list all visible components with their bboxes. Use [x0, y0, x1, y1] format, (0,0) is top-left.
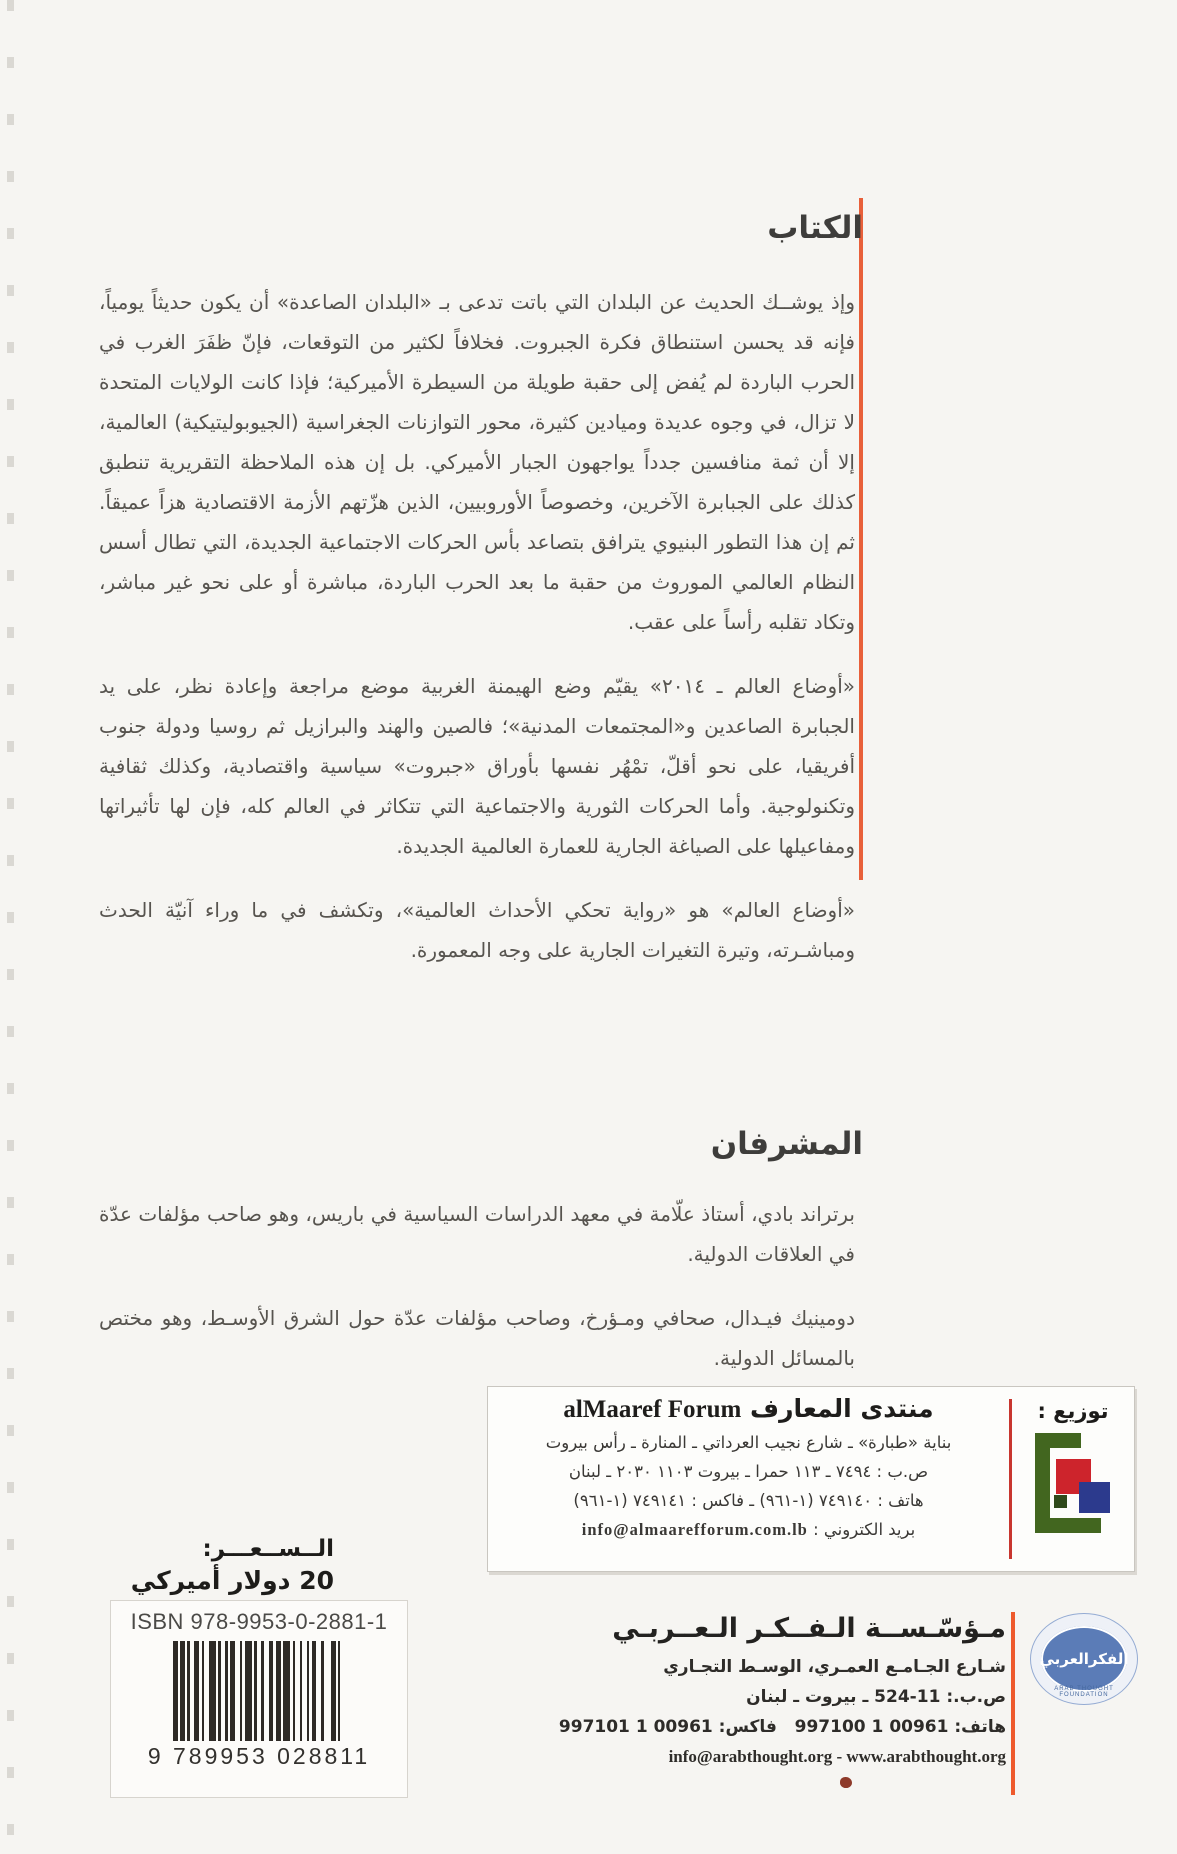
logo-green-bar-bottom: [1035, 1518, 1101, 1533]
book-paragraph: وإذ يوشــك الحديث عن البلدان التي باتت تدعى بـ «البلدان الصاعدة» أن يكون حديثاً يومياً، فإنه قد يحسن استنطاق فكرة الجبروت. فخلافاً لكثير من التوقعات، فإنّ ظفَرَ الغرب في الحرب الباردة لم يُفض إلى حقبة طويلة من السيطرة الأميركية؛ فإذا كانت الولايات المتحدة لا تزال، في وجوه عديدة وميادين كثيرة، محور التوازنات الجغراسية (الجيوبوليتيكية) العالمية، إلا أن ثمة منافسين جدداً يواجهون الجبار الأميركي. بل إن هذه الملاحظة التقريرية تنطبق كذلك على الجبابرة الآخرين، وخصوصاً الأوروبيين، الذين هزّتهم الأزمة الاقتصادية هزاً عميقاً. ثم إن هذا التطور البنيوي يترافق بتصاعد بأس الحركات الاجتماعية الجديدة، التي تطال أسس النظام العالمي الموروث من حقبة ما بعد الحرب الباردة، مباشرة أو على نحو غير مباشر، وتكاد تقلبه رأساً على عقب.: [99, 290, 855, 634]
distribution-label: توزيع :: [1037, 1399, 1109, 1423]
stamp-arabic-text: الفكرالعربي: [1041, 1626, 1127, 1692]
publisher-phone-line: هاتف: 00961 1 997100 فاكس: 00961 1 997101: [558, 1717, 1006, 1737]
price-value: 20 دولار أميركي: [130, 1566, 334, 1595]
distribution-column: [1012, 1387, 1134, 1571]
distributor-email-line: [496, 1515, 1001, 1544]
isbn-box: [110, 1600, 408, 1798]
price-block: [112, 1536, 334, 1595]
book-paragraph: «أوضاع العالم» هو «رواية تحكي الأحداث العالمية»، وتكشف في ما وراء آنيّة الحدث ومباشـرته، وتيرة التغيرات الجارية على وجه المعمورة.: [99, 898, 855, 962]
isbn-text: ISBN 978-9953-0-2881-1: [130, 1609, 388, 1634]
supervisor-paragraph: برتراند بادي، أستاذ علّامة في معهد الدراسات السياسية في باريس، وهو صاحب مؤلفات عدّة في العلاقات الدولية.: [99, 1202, 855, 1266]
supervisor-paragraph: دومينيك فيـدال، صحافي ومـؤرخ، وصاحب مؤلفات عدّة حول الشرق الأوسـط، وهو مختص بالمسائل الدولية.: [99, 1306, 855, 1370]
distributor-box: [487, 1386, 1135, 1572]
distributor-name-arabic: منتدى المعارف: [750, 1394, 934, 1423]
publisher-address-line1: شـارع الجـامـع العمـري، الوسـط التجـاري: [663, 1657, 1006, 1677]
logo-green-bar-top: [1035, 1433, 1081, 1448]
barcode-digits: 9 789953 028811: [147, 1743, 371, 1769]
accent-line-book: [859, 198, 863, 880]
book-paragraph: «أوضاع العالم ـ ٢٠١٤» يقيّم وضع الهيمنة الغربية موضع مراجعة وإعادة نظر، على يد الجبابرة الصاعدين و«المجتمعات المدنية»؛ فالصين والهند والبرازيل ثم روسيا ودولة جنوب أفريقيا، على نحو أقلّ، تمْهُر نفسها بأوراق «جبروت» سياسية واقتصادية، وكذلك ثقافية وتكنولوجية. وأما الحركات الثورية والاجتماعية التي تتكاثر في العالم كله، فإن لها تأثيراتها ومفاعيلها على الصياغة الجارية للعمارة العالمية الجديدة.: [99, 674, 855, 858]
publisher-block: [484, 1613, 1006, 1772]
distributor-contact: [488, 1387, 1009, 1571]
price-label: الــســعـــر:: [202, 1536, 334, 1562]
publisher-address-line2: ص.ب.: 11-524 ـ بيروت ـ لبنان: [746, 1687, 1006, 1707]
distributor-name-latin: alMaaref Forum: [563, 1396, 742, 1423]
distributor-address-line2: ص.ب : ٧٤٩٤ ـ ١١٣ حمرا ـ بيروت ١١٠٣ ٢٠٣٠ ـ لبنان: [568, 1462, 929, 1481]
distributor-address-line1: بناية «طبارة» ـ شارع نجيب العرداتي ـ المنارة ـ رأس بيروت: [545, 1433, 952, 1452]
publisher-name: مـؤسّـســة الـفــكـر الـعــربـي: [612, 1613, 1006, 1644]
supervisors-text: [99, 1194, 855, 1402]
page-edge-marks: [7, 0, 14, 1854]
publisher-web-line: info@arabthought.org - www.arabthought.org: [668, 1747, 1006, 1766]
publisher-stamp: [1030, 1613, 1138, 1705]
distributor-name: [496, 1394, 1001, 1424]
distributor-phone-line: هاتف : ٧٤٩١٤٠ (١-٩٦١) ـ فاكس : ٧٤٩١٤١ (١-٩٦١): [573, 1491, 924, 1510]
distributor-email: info@almaarefforum.com.lb: [581, 1520, 808, 1539]
book-section-heading: الكتاب: [767, 210, 863, 246]
supervisors-heading: المشرفان: [710, 1126, 863, 1162]
ink-speck: [840, 1777, 852, 1788]
barcode: [173, 1641, 345, 1741]
accent-line-publisher: [1011, 1612, 1015, 1795]
logo-small-square: [1054, 1495, 1067, 1508]
almaaref-logo-icon: [1035, 1433, 1111, 1533]
distributor-email-label: بريد الكتروني :: [807, 1520, 916, 1539]
stamp-ring-text: ARAB THOUGHT FOUNDATION: [1054, 1686, 1114, 1698]
logo-blue-square: [1079, 1482, 1110, 1513]
book-section-text: [99, 282, 855, 994]
